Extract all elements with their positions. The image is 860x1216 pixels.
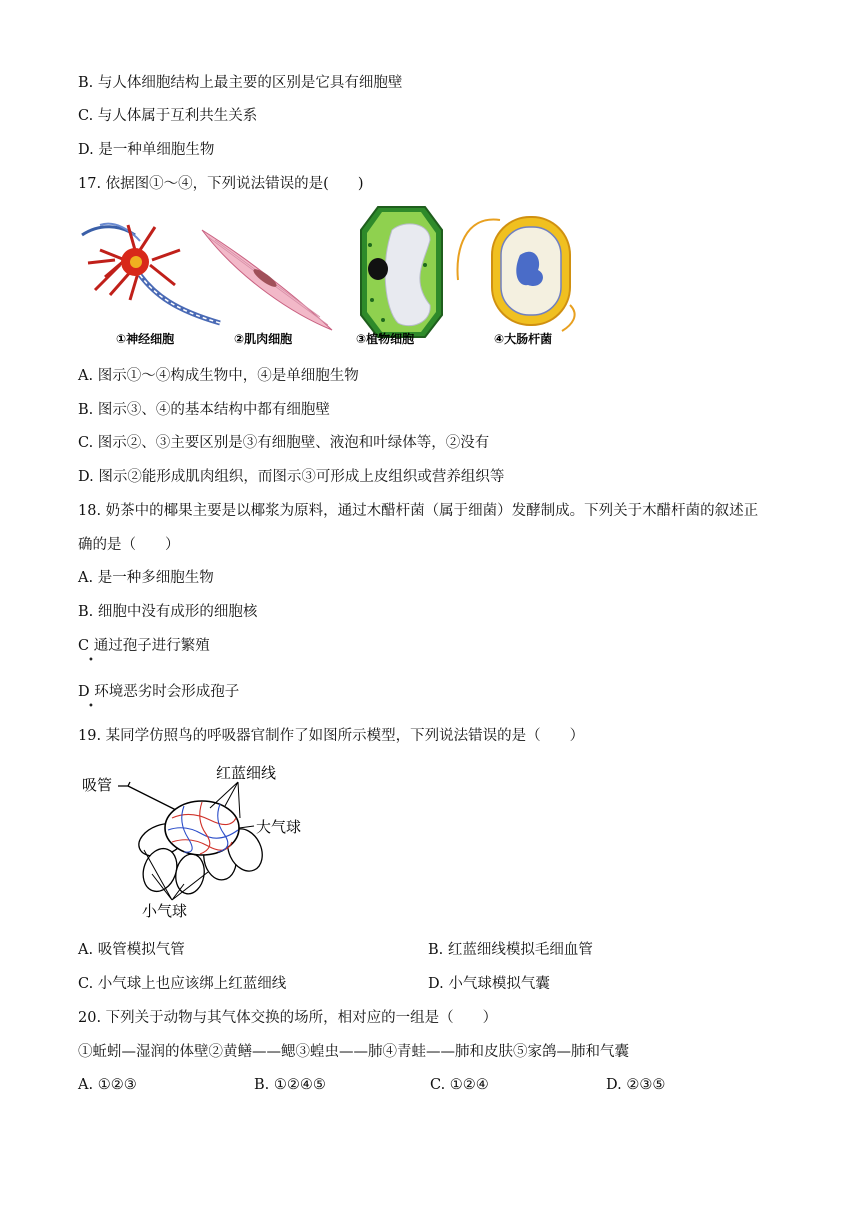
q17-option-c: C. 图示②、③主要区别是③有细胞壁、液泡和叶绿体等，②没有 [78,435,490,451]
label-threads: 红蓝细线 [216,764,277,782]
caption-muscle-cell: ②肌肉细胞 [234,332,293,346]
q19-option-c: C. 小气球上也应该绑上红蓝细线 [78,976,287,992]
q17-option-a: A. 图示①～④构成生物中，④是单细胞生物 [78,368,359,384]
q19-option-b: B. 红蓝细线模拟毛细血管 [428,942,593,958]
q16-option-d: D. 是一种单细胞生物 [78,142,215,158]
q18-option-c-dot: • [88,655,94,666]
q17-stem: 17. 依据图①～④，下列说法错误的是( ) [78,176,364,192]
muscle-cell-image [202,230,332,330]
q18-stem-line1: 18. 奶茶中的椰果主要是以椰浆为原料，通过木醋杆菌（属于细菌）发酵制成。下列关于木醋杆菌的叙述正 [78,503,759,519]
q20-option-c: C. ①②④ [430,1077,489,1093]
q20-stem: 20. 下列关于动物与其气体交换的场所，相对应的一组是（ ） [78,1010,498,1026]
q19-stem: 19. 某同学仿照鸟的呼吸器官制作了如图所示模型，下列说法错误的是（ ） [78,728,585,744]
caption-plant-cell: ③植物细胞 [356,332,415,346]
q20-items: ①蚯蚓—湿润的体壁②黄鳝——鳃③蝗虫——肺④青蛙——肺和皮肤⑤家鸽—肺和气囊 [78,1044,629,1060]
q18-option-d: D 环境恶劣时会形成孢子 [78,684,240,700]
plant-cell-image [361,207,442,337]
q18-option-c: C 通过孢子进行繁殖 [78,638,210,654]
q17-option-d: D. 图示②能形成肌肉组织，而图示③可形成上皮组织或营养组织等 [78,469,505,485]
ecoli-image [457,217,574,331]
q18-option-d-dot: • [88,701,94,712]
q16-option-c: C. 与人体属于互利共生关系 [78,108,258,124]
q18-option-a: A. 是一种多细胞生物 [78,570,214,586]
q18-option-b: B. 细胞中没有成形的细胞核 [78,604,258,620]
label-small-balloon: 小气球 [142,902,188,920]
q17-option-b: B. 图示③、④的基本结构中都有细胞壁 [78,402,330,418]
q20-option-b: B. ①②④⑤ [254,1077,326,1093]
q18-stem-line2: 确的是（ ） [78,537,180,553]
q19-option-a: A. 吸管模拟气管 [78,942,185,958]
caption-ecoli: ④大肠杆菌 [494,332,553,346]
q16-option-b: B. 与人体细胞结构上最主要的区别是它具有细胞壁 [78,75,403,91]
caption-neuron: ①神经细胞 [116,332,175,346]
label-straw: 吸管 [82,776,113,794]
label-big-balloon: 大气球 [256,818,302,836]
q19-bird-lung-model [80,762,340,922]
q19-option-d: D. 小气球模拟气囊 [428,976,550,992]
neuron-image [82,224,220,323]
q17-cell-figure [80,205,590,353]
q20-option-d: D. ②③⑤ [606,1077,666,1093]
q20-option-a: A. ①②③ [78,1077,137,1093]
